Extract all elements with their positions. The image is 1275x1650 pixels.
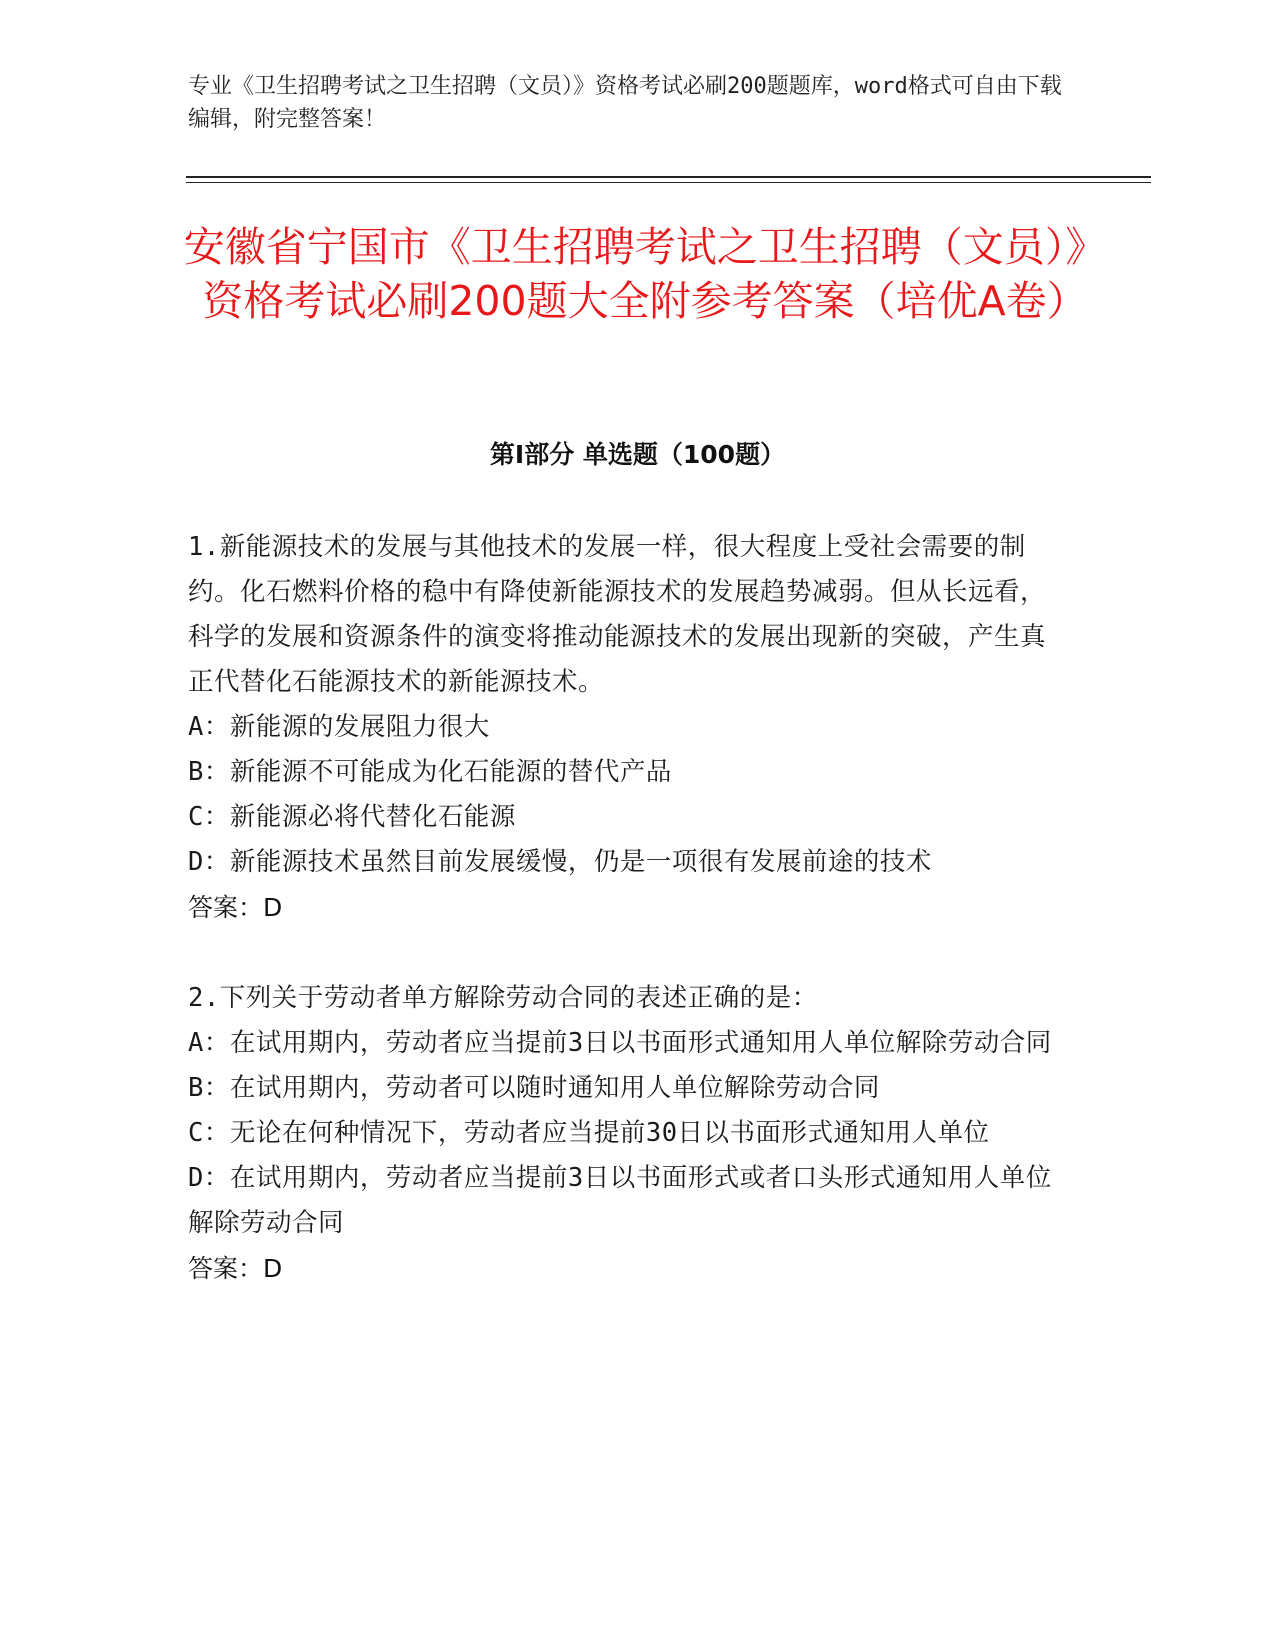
- option-b: B：新能源不可能成为化石能源的替代产品: [188, 757, 672, 787]
- option-b: B：在试用期内，劳动者可以随时通知用人单位解除劳动合同: [188, 1073, 880, 1103]
- header-note: 专业《卫生招聘考试之卫生招聘（文员）》资格考试必刷200题题库，word格式可自由下载编辑，附完整答案！: [188, 74, 1062, 132]
- option-d: D：新能源技术虽然目前发展缓慢，仍是一项很有发展前途的技术: [188, 847, 932, 877]
- option-a: A：新能源的发展阻力很大: [188, 712, 490, 742]
- option-d: D：在试用期内，劳动者应当提前3日以书面形式或者口头形式通知用人单位解除劳动合同: [188, 1163, 1052, 1238]
- question-item: [188, 525, 1068, 930]
- question-stem: 1.新能源技术的发展与其他技术的发展一样，很大程度上受社会需要的制约。化石燃料价格的稳中有降使新能源技术的发展趋势减弱。但从长远看，科学的发展和资源条件的演变将推动能源技术的发展出现新的突破，产生真正代替化石能源技术的新能源技术。: [188, 532, 1047, 697]
- header-divider-thin: [186, 182, 1151, 183]
- option-a: A：在试用期内，劳动者应当提前3日以书面形式通知用人单位解除劳动合同: [188, 1028, 1052, 1058]
- section-heading: 第Ⅰ部分 单选题（100题）: [489, 440, 786, 469]
- question-stem: 2.下列关于劳动者单方解除劳动合同的表述正确的是：: [188, 983, 818, 1013]
- header-divider-thick: [186, 176, 1151, 178]
- option-c: C：新能源必将代替化石能源: [188, 802, 516, 832]
- answer-line: 答案：D: [188, 893, 283, 922]
- question-item: [188, 976, 1068, 1291]
- question-list: [188, 525, 1068, 1337]
- document-title: 安徽省宁国市《卫生招聘考试之卫生招聘（文员）》资格考试必刷200题大全附参考答案（培优A卷）: [183, 223, 1107, 325]
- answer-line: 答案：D: [188, 1254, 283, 1283]
- option-c: C：无论在何种情况下，劳动者应当提前30日以书面形式通知用人单位: [188, 1118, 990, 1148]
